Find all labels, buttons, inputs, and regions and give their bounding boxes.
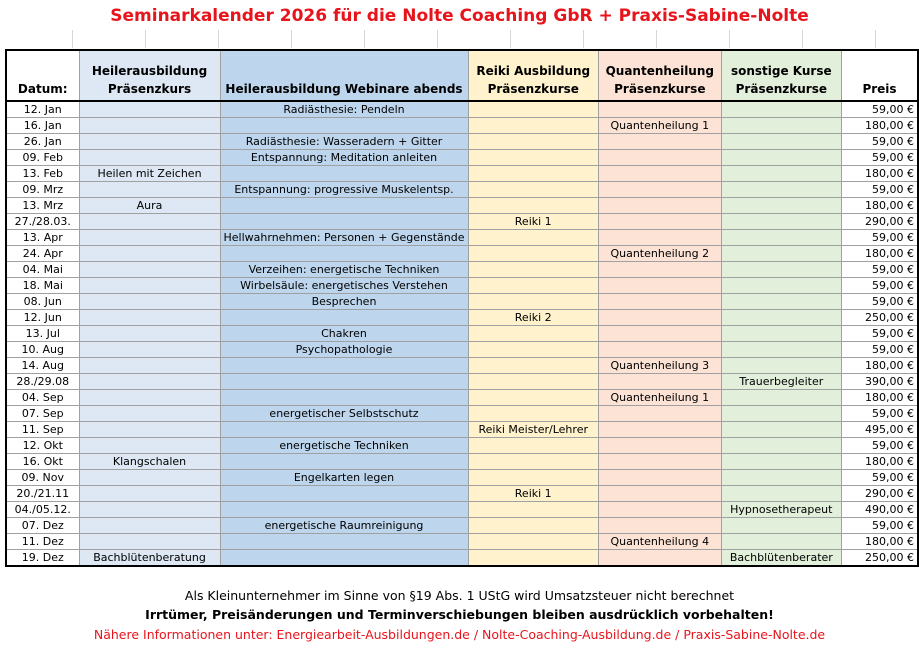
cell-quantenheilung [598, 374, 721, 390]
cell-heilerausbildung [79, 150, 220, 166]
cell-sonstige [721, 454, 841, 470]
cell-price: 390,00 € [842, 374, 918, 390]
cell-sonstige [721, 198, 841, 214]
cell-reiki [468, 550, 598, 567]
cell-sonstige [721, 390, 841, 406]
table-row [6, 166, 918, 182]
cell-reiki [468, 294, 598, 310]
cell-quantenheilung [598, 550, 721, 567]
cell-date: 12. Okt [6, 438, 79, 454]
header-quant-line1: Quantenheilung [605, 64, 714, 78]
table-row [6, 310, 918, 326]
cell-price: 59,00 € [842, 134, 918, 150]
cell-webinar [220, 422, 468, 438]
cell-webinar: Hellwahrnehmen: Personen + Gegenstände [220, 230, 468, 246]
cell-webinar [220, 166, 468, 182]
cell-webinar [220, 118, 468, 134]
cell-sonstige [721, 294, 841, 310]
cell-sonstige [721, 182, 841, 198]
cell-heilerausbildung: Heilen mit Zeichen [79, 166, 220, 182]
cell-quantenheilung [598, 502, 721, 518]
cell-date: 13. Mrz [6, 198, 79, 214]
cell-webinar [220, 390, 468, 406]
cell-quantenheilung [598, 486, 721, 502]
table-row [6, 374, 918, 390]
header-reiki-line2: Präsenzkurse [487, 82, 579, 96]
cell-sonstige [721, 230, 841, 246]
seminar-calendar-table [5, 49, 919, 567]
cell-quantenheilung [598, 310, 721, 326]
cell-sonstige [721, 470, 841, 486]
table-row [6, 422, 918, 438]
cell-date: 26. Jan [6, 134, 79, 150]
cell-heilerausbildung [79, 278, 220, 294]
cell-quantenheilung [598, 182, 721, 198]
table-row [6, 134, 918, 150]
cell-date: 20./21.11 [6, 486, 79, 502]
cell-date: 08. Jun [6, 294, 79, 310]
cell-sonstige [721, 518, 841, 534]
cell-webinar: Entspannung: progressive Muskelentsp. [220, 182, 468, 198]
cell-price: 59,00 € [842, 470, 918, 486]
cell-sonstige [721, 406, 841, 422]
cell-price: 180,00 € [842, 166, 918, 182]
cell-webinar [220, 534, 468, 550]
cell-webinar: Besprechen [220, 294, 468, 310]
table-row [6, 150, 918, 166]
cell-sonstige [721, 118, 841, 134]
cell-date: 04. Sep [6, 390, 79, 406]
cell-heilerausbildung [79, 182, 220, 198]
cell-date: 04./05.12. [6, 502, 79, 518]
cell-sonstige [721, 134, 841, 150]
cell-heilerausbildung [79, 342, 220, 358]
cell-reiki [468, 470, 598, 486]
cell-quantenheilung [598, 198, 721, 214]
cell-date: 16. Okt [6, 454, 79, 470]
cell-webinar: Wirbelsäule: energetisches Verstehen [220, 278, 468, 294]
cell-webinar [220, 486, 468, 502]
cell-price: 180,00 € [842, 534, 918, 550]
cell-heilerausbildung [79, 326, 220, 342]
cell-reiki [468, 278, 598, 294]
cell-sonstige [721, 214, 841, 230]
cell-heilerausbildung [79, 214, 220, 230]
cell-reiki [468, 150, 598, 166]
header-date: Datum: [6, 50, 79, 101]
cell-heilerausbildung [79, 486, 220, 502]
cell-sonstige [721, 150, 841, 166]
header-row [6, 50, 918, 101]
cell-quantenheilung: Quantenheilung 3 [598, 358, 721, 374]
table-row [6, 198, 918, 214]
cell-quantenheilung [598, 230, 721, 246]
cell-date: 24. Apr [6, 246, 79, 262]
header-sonst-line1: sonstige Kurse [730, 64, 832, 78]
cell-price: 59,00 € [842, 262, 918, 278]
cell-quantenheilung [598, 214, 721, 230]
cell-reiki [468, 534, 598, 550]
cell-sonstige [721, 166, 841, 182]
cell-quantenheilung [598, 166, 721, 182]
cell-quantenheilung [598, 454, 721, 470]
table-row [6, 118, 918, 134]
cell-price: 59,00 € [842, 294, 918, 310]
cell-price: 490,00 € [842, 502, 918, 518]
cell-price: 180,00 € [842, 454, 918, 470]
cell-date: 13. Feb [6, 166, 79, 182]
cell-quantenheilung [598, 422, 721, 438]
cell-quantenheilung [598, 278, 721, 294]
table-row [6, 470, 918, 486]
cell-reiki [468, 454, 598, 470]
cell-date: 09. Mrz [6, 182, 79, 198]
cell-reiki [468, 390, 598, 406]
cell-price: 290,00 € [842, 214, 918, 230]
cell-webinar: Engelkarten legen [220, 470, 468, 486]
cell-date: 07. Dez [6, 518, 79, 534]
cell-heilerausbildung [79, 358, 220, 374]
cell-date: 07. Sep [6, 406, 79, 422]
cell-date: 12. Jan [6, 101, 79, 118]
header-heil-line1: Heilerausbildung [91, 64, 208, 78]
cell-reiki [468, 326, 598, 342]
cell-sonstige [721, 278, 841, 294]
cell-heilerausbildung [79, 230, 220, 246]
cell-sonstige [721, 534, 841, 550]
cell-price: 59,00 € [842, 326, 918, 342]
cell-heilerausbildung [79, 294, 220, 310]
cell-price: 180,00 € [842, 198, 918, 214]
cell-reiki [468, 358, 598, 374]
cell-reiki [468, 134, 598, 150]
cell-heilerausbildung [79, 262, 220, 278]
cell-sonstige [721, 342, 841, 358]
table-row [6, 182, 918, 198]
cell-price: 250,00 € [842, 310, 918, 326]
cell-reiki: Reiki Meister/Lehrer [468, 422, 598, 438]
cell-webinar [220, 374, 468, 390]
header-reiki [468, 50, 598, 101]
cell-date: 27./28.03. [6, 214, 79, 230]
table-row [6, 518, 918, 534]
cell-reiki [468, 118, 598, 134]
cell-webinar: Chakren [220, 326, 468, 342]
cell-webinar: energetische Raumreinigung [220, 518, 468, 534]
info-links: Nähere Informationen unter: Energiearbeit-Ausbildungen.de / Nolte-Coaching-Ausbildung.de / Praxis-Sabine-Nolte.de [93, 627, 826, 642]
cell-webinar [220, 214, 468, 230]
table-row [6, 230, 918, 246]
cell-price: 495,00 € [842, 422, 918, 438]
cell-quantenheilung: Quantenheilung 1 [598, 390, 721, 406]
cell-quantenheilung: Quantenheilung 1 [598, 118, 721, 134]
cell-date: 12. Jun [6, 310, 79, 326]
table-row [6, 550, 918, 567]
cell-quantenheilung [598, 262, 721, 278]
cell-reiki [468, 342, 598, 358]
cell-reiki [468, 374, 598, 390]
cell-webinar [220, 358, 468, 374]
cell-date: 10. Aug [6, 342, 79, 358]
table-row [6, 342, 918, 358]
header-quant-line2: Präsenzkurse [614, 82, 706, 96]
table-row [6, 438, 918, 454]
cell-heilerausbildung [79, 422, 220, 438]
cell-date: 28./29.08 [6, 374, 79, 390]
header-sonstige [721, 50, 841, 101]
cell-quantenheilung [598, 518, 721, 534]
cell-price: 59,00 € [842, 406, 918, 422]
table-row [6, 454, 918, 470]
table-row [6, 326, 918, 342]
table-row [6, 101, 918, 118]
cell-webinar: Radiästhesie: Wasseradern + Gitter [220, 134, 468, 150]
cell-sonstige [721, 422, 841, 438]
cell-date: 14. Aug [6, 358, 79, 374]
cell-heilerausbildung: Klangschalen [79, 454, 220, 470]
cell-sonstige [721, 438, 841, 454]
cell-quantenheilung [598, 342, 721, 358]
cell-date: 13. Apr [6, 230, 79, 246]
cell-reiki: Reiki 1 [468, 214, 598, 230]
cell-price: 180,00 € [842, 390, 918, 406]
cell-date: 19. Dez [6, 550, 79, 567]
cell-reiki [468, 438, 598, 454]
cell-date: 18. Mai [6, 278, 79, 294]
cell-webinar: energetischer Selbstschutz [220, 406, 468, 422]
header-quantenheilung [598, 50, 721, 101]
cell-date: 11. Dez [6, 534, 79, 550]
cell-webinar [220, 310, 468, 326]
cell-date: 13. Jul [6, 326, 79, 342]
cell-sonstige [721, 246, 841, 262]
header-reiki-line1: Reiki Ausbildung [476, 64, 591, 78]
cell-price: 59,00 € [842, 438, 918, 454]
cell-reiki: Reiki 2 [468, 310, 598, 326]
header-price: Preis [842, 50, 918, 101]
cell-webinar [220, 454, 468, 470]
cell-sonstige [721, 310, 841, 326]
cell-heilerausbildung [79, 518, 220, 534]
cell-heilerausbildung: Aura [79, 198, 220, 214]
cell-sonstige: Bachblütenberater [721, 550, 841, 567]
cell-webinar [220, 198, 468, 214]
cell-heilerausbildung [79, 534, 220, 550]
table-row [6, 390, 918, 406]
cell-webinar [220, 246, 468, 262]
cell-price: 59,00 € [842, 230, 918, 246]
cell-quantenheilung [598, 134, 721, 150]
cell-price: 59,00 € [842, 101, 918, 118]
tax-note: Als Kleinunternehmer im Sinne von §19 Abs. 1 UStG wird Umsatzsteuer nicht berechnet [184, 588, 735, 603]
cell-webinar: Verzeihen: energetische Techniken [220, 262, 468, 278]
header-heilerausbildung [79, 50, 220, 101]
calendar-body [6, 101, 918, 566]
table-row [6, 294, 918, 310]
cell-price: 59,00 € [842, 150, 918, 166]
header-heil-line2: Präsenzkurs [107, 82, 192, 96]
table-row [6, 502, 918, 518]
cell-webinar: Entspannung: Meditation anleiten [220, 150, 468, 166]
cell-heilerausbildung [79, 470, 220, 486]
cell-price: 180,00 € [842, 358, 918, 374]
cell-heilerausbildung [79, 118, 220, 134]
cell-quantenheilung [598, 101, 721, 118]
page-title: Seminarkalender 2026 für die Nolte Coaching GbR + Praxis-Sabine-Nolte [110, 6, 809, 26]
table-row [6, 358, 918, 374]
cell-heilerausbildung [79, 406, 220, 422]
cell-reiki [468, 518, 598, 534]
cell-sonstige [721, 486, 841, 502]
cell-sonstige [721, 358, 841, 374]
cell-price: 180,00 € [842, 118, 918, 134]
cell-reiki [468, 502, 598, 518]
cell-webinar [220, 502, 468, 518]
table-row [6, 246, 918, 262]
header-sonst-line2: Präsenzkurse [735, 82, 827, 96]
cell-sonstige: Hypnosetherapeut [721, 502, 841, 518]
cell-webinar: energetische Techniken [220, 438, 468, 454]
cell-price: 250,00 € [842, 550, 918, 567]
cell-webinar: Psychopathologie [220, 342, 468, 358]
cell-quantenheilung: Quantenheilung 4 [598, 534, 721, 550]
cell-reiki: Reiki 1 [468, 486, 598, 502]
cell-heilerausbildung [79, 438, 220, 454]
cell-price: 59,00 € [842, 342, 918, 358]
table-row [6, 214, 918, 230]
cell-sonstige: Trauerbegleiter [721, 374, 841, 390]
cell-reiki [468, 101, 598, 118]
cell-quantenheilung: Quantenheilung 2 [598, 246, 721, 262]
cell-reiki [468, 406, 598, 422]
cell-price: 290,00 € [842, 486, 918, 502]
empty-grid-row [0, 30, 919, 48]
disclaimer: Irrtümer, Preisänderungen und Terminverschiebungen bleiben ausdrücklich vorbehalten! [145, 607, 774, 622]
cell-sonstige [721, 326, 841, 342]
cell-date: 09. Feb [6, 150, 79, 166]
cell-quantenheilung [598, 470, 721, 486]
cell-sonstige [721, 262, 841, 278]
cell-price: 59,00 € [842, 278, 918, 294]
header-webinare: Heilerausbildung Webinare abends [220, 50, 468, 101]
cell-sonstige [721, 101, 841, 118]
cell-date: 09. Nov [6, 470, 79, 486]
cell-heilerausbildung [79, 101, 220, 118]
table-row [6, 406, 918, 422]
table-row [6, 534, 918, 550]
cell-quantenheilung [598, 294, 721, 310]
cell-reiki [468, 230, 598, 246]
cell-heilerausbildung [79, 310, 220, 326]
cell-reiki [468, 262, 598, 278]
cell-heilerausbildung [79, 390, 220, 406]
cell-heilerausbildung [79, 246, 220, 262]
cell-price: 180,00 € [842, 246, 918, 262]
cell-price: 59,00 € [842, 182, 918, 198]
cell-price: 59,00 € [842, 518, 918, 534]
cell-webinar: Radiästhesie: Pendeln [220, 101, 468, 118]
cell-quantenheilung [598, 438, 721, 454]
cell-webinar [220, 550, 468, 567]
cell-quantenheilung [598, 326, 721, 342]
table-row [6, 278, 918, 294]
cell-reiki [468, 166, 598, 182]
table-row [6, 486, 918, 502]
table-row [6, 262, 918, 278]
cell-reiki [468, 182, 598, 198]
cell-heilerausbildung [79, 374, 220, 390]
cell-quantenheilung [598, 406, 721, 422]
cell-reiki [468, 198, 598, 214]
cell-heilerausbildung [79, 502, 220, 518]
cell-date: 04. Mai [6, 262, 79, 278]
cell-reiki [468, 246, 598, 262]
cell-quantenheilung [598, 150, 721, 166]
cell-heilerausbildung: Bachblütenberatung [79, 550, 220, 567]
cell-date: 16. Jan [6, 118, 79, 134]
cell-date: 11. Sep [6, 422, 79, 438]
cell-heilerausbildung [79, 134, 220, 150]
